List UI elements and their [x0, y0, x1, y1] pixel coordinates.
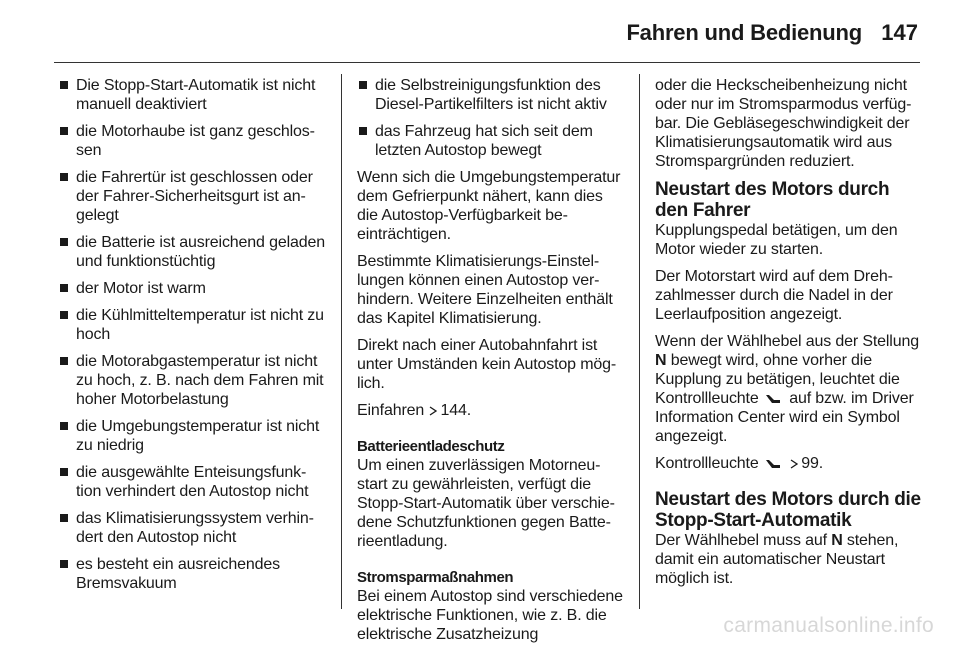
arrow-reference-icon — [429, 406, 437, 416]
list-item: die Umgebungstemperatur ist nicht zu niedrig — [58, 417, 326, 455]
list-item: Die Stopp-Start-Automatik ist nicht manuell deaktiviert — [58, 76, 326, 114]
section-heading-power: Stromsparmaßnahmen — [357, 569, 514, 586]
paragraph-continued: oder die Heckscheibenheizung nicht oder nur im Stromsparmodus verfügbar. Die Gebläsegeschwindigkeit der Klimatisierungsautomatik wird aus Stromspargründen reduziert. — [655, 77, 912, 170]
list-item: die Selbstreinigungsfunktion des Diesel-Partikelfilters ist nicht aktiv — [357, 76, 625, 114]
autostop-indicator-icon — [765, 459, 782, 469]
column-3 — [655, 76, 925, 596]
paragraph-tachometer: Der Motorstart wird auf dem Drehzahlmesser durch die Nadel in der Leerlaufposition angezeigt. — [655, 268, 893, 323]
header-divider — [54, 62, 920, 63]
paragraph-auto-restart: Der Wählhebel muss auf N stehen, damit ein automatischer Neustart möglich ist. — [655, 532, 899, 587]
reference-label[interactable]: Einfahren — [357, 402, 425, 419]
paragraph-climate: Bestimmte Klimatisierungs-Einstellungen können einen Autostop verhindern. Weitere Einzelheiten enthält das Kapitel Klimatisierung. — [357, 253, 613, 327]
paragraph-indicator-reference: Kontrollleuchte 99. — [655, 455, 823, 472]
reference-page[interactable]: 99. — [801, 455, 823, 472]
column-2 — [357, 76, 625, 652]
column-divider-2 — [639, 74, 640, 609]
paragraph-gear-lever: Wenn der Wählhebel aus der Stellung N bewegt wird, ohne vorher die Kupplung zu betätigen, leuchtet die Kontrollleuchte auf bzw. im Driver Information Center wird ein Symbol angezeigt. — [655, 333, 919, 445]
list-item: die Kühlmitteltemperatur ist nicht zu hoch — [58, 306, 326, 344]
section-heading-driver-restart: Neustart des Motors durch den Fahrer — [655, 179, 890, 221]
gear-position-n: N — [655, 352, 667, 369]
page-number: 147 — [881, 20, 918, 45]
list-item: das Klimatisierungssystem verhindert den Autostop nicht — [58, 509, 326, 547]
list-item: die ausgewählte Enteisungsfunktion verhindert den Autostop nicht — [58, 463, 326, 501]
paragraph-motorway: Direkt nach einer Autobahnfahrt ist unter Umständen kein Autostop möglich. — [357, 337, 617, 392]
paragraph-power: Bei einem Autostop sind verschiedene elektrische Funktionen, wie z. B. die elektrische Zusatzheizung — [357, 588, 623, 643]
section-heading-battery: Batterieentladeschutz — [357, 438, 505, 455]
reference-page[interactable]: 144. — [440, 402, 471, 419]
condition-list-continued — [357, 76, 625, 160]
paragraph-clutch: Kupplungspedal betätigen, um den Motor wieder zu starten. — [655, 222, 898, 258]
list-item: die Motorabgastemperatur ist nicht zu hoch, z. B. nach dem Fahren mit hoher Motorbelastung — [58, 352, 326, 409]
paragraph-temperature: Wenn sich die Umgebungstemperatur dem Gefrierpunkt nähert, kann dies die Autostop-Verfügbarkeit beeinträchtigen. — [357, 169, 621, 243]
chapter-title: Fahren und Bedienung — [626, 20, 862, 45]
autostop-indicator-icon — [765, 394, 782, 404]
list-item: der Motor ist warm — [58, 279, 326, 298]
arrow-reference-icon — [790, 459, 798, 469]
condition-list — [58, 76, 326, 593]
list-item: die Fahrertür ist geschlossen oder der Fahrer-Sicherheitsgurt ist angelegt — [58, 168, 326, 225]
list-item: die Motorhaube ist ganz geschlossen — [58, 122, 326, 160]
gear-position-n: N — [831, 532, 843, 549]
column-1 — [58, 76, 326, 601]
watermark: carmanualsonline.info — [723, 614, 934, 637]
reference-line — [357, 401, 625, 420]
paragraph-battery: Um einen zuverlässigen Motorneustart zu gewährleisten, verfügt die Stopp-Start-Automatik über verschiedene Schutzfunktionen gegen Batterieentladung. — [357, 457, 615, 550]
list-item: es besteht ein ausreichendes Bremsvakuum — [58, 555, 326, 593]
section-heading-auto-restart: Neustart des Motors durch die Stopp-Start-Automatik — [655, 489, 921, 531]
list-item: das Fahrzeug hat sich seit dem letzten Autostop bewegt — [357, 122, 625, 160]
column-divider-1 — [341, 74, 342, 609]
list-item: die Batterie ist ausreichend geladen und funktionstüchtig — [58, 233, 326, 271]
